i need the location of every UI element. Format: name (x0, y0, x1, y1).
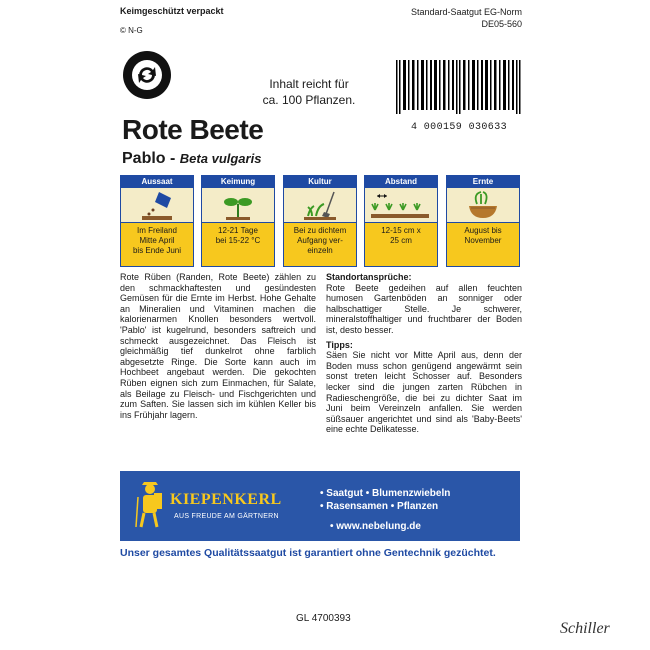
tips-text: Säen Sie nicht vor Mitte April aus, denn der Boden muss schon genügend angewärmt sein sonst treten leicht Schosser auf. Besonders lecker sind die jungen zarten Rübchen in Radieschengröße, die bei zu dichter Saat im Juni beim Vereinzeln anfallen. Sie werden süßsauer angerichtet und sind als 'Baby-Beets' eine echte Delikatesse. (326, 350, 522, 435)
content-note (250, 76, 368, 108)
green-dot-icon (122, 50, 172, 100)
description-text: Rote Rüben (Randen, Rote Beete) zählen zu den schmackhaftesten und gesündesten Gemüsen für die Ernte im Herbst. Hohe Gehalte an Mineralien und Vitaminen machen die kalorienarmen Knollen besonders wertvoll. 'Pablo' ist kugelrund, besonders saftreich und schmeckt ausgezeichnet. Das Fleisch ist gleichmäßig tief dunkelrot ohne farblich abgesetzte Ringe. Die Sorte kann auch im Hochbeet angebaut werden. Die gekochten Rüben eignen sich zum Einmachen, für Salate, als Beilage zu Fleisch- und Fischgerichten und zum Saften. Sie lassen sich im kühlen Keller bis ins Frühjahr lagern. (120, 272, 316, 420)
brand-slogan: AUS FREUDE AM GÄRTNERN (174, 513, 279, 520)
location-heading: Standortansprüche: (326, 272, 412, 282)
calendar-harvest (446, 175, 520, 267)
growing-advice (326, 272, 522, 435)
calendar-line: Aufgang ver- (297, 236, 343, 245)
calendar-line: Im Freiland (136, 226, 177, 235)
seedling-icon (220, 190, 256, 220)
standard-info (411, 6, 522, 30)
calendar-germination (201, 175, 275, 267)
calendar-label: Aussaat (120, 175, 194, 188)
content-line-2: ca. 100 Pflanzen. (262, 93, 356, 107)
seed-bag-icon (139, 190, 175, 220)
barcode-icon (394, 60, 522, 114)
product-range-line: • Saatgut • Blumenzwiebeln (320, 488, 451, 499)
product-range-line: • Rasensamen • Pflanzen (320, 501, 439, 512)
product-subtitle (122, 150, 261, 168)
brand-banner (120, 471, 520, 541)
calendar-line: bei 15-22 °C (215, 236, 261, 245)
calendar-line: August bis (464, 226, 502, 235)
tips-heading: Tipps: (326, 339, 353, 350)
barcode-number: 4 000159 030633 (410, 122, 507, 133)
calendar-label: Abstand (364, 175, 438, 188)
brand-website[interactable]: • www.nebelung.de (330, 521, 421, 532)
brand-name: KIEPENKERL (170, 491, 282, 508)
product-range (320, 487, 450, 513)
harvest-bowl-icon (465, 190, 501, 220)
kiepenkerl-figure-icon (134, 481, 164, 529)
calendar-line: einzeln (307, 246, 333, 255)
variety-name: Pablo (122, 150, 166, 167)
calendar-spacing (364, 175, 438, 267)
calendar-label: Ernte (446, 175, 520, 188)
latin-name: Beta vulgaris (179, 151, 262, 166)
seed-packet-back (110, 0, 530, 624)
calendar-label: Keimung (201, 175, 275, 188)
calendar-line: November (464, 236, 502, 245)
calendar-line: Mitte April (139, 236, 175, 245)
subtitle-separator: - (170, 150, 176, 167)
hoe-icon (300, 190, 340, 220)
gmo-free-guarantee: Unser gesamtes Qualitätssaatgut ist garantiert ohne Gentechnik gezüchtet. (120, 547, 496, 559)
packaging-note: Keimgeschützt verpackt (120, 6, 224, 16)
calendar-line: 12-21 Tage (218, 226, 258, 235)
location-text: Rote Beete gedeihen auf allen feuchten humosen Gartenböden an sonniger oder halbschattiger Stelle. Je schwerer, mineralstoffhaltiger und fruchtbarer der Boden ist, desto besser. (326, 282, 522, 335)
spacing-icon (369, 190, 433, 220)
calendar-sowing (120, 175, 194, 267)
calendar-line: Bei zu dichtem (293, 226, 347, 235)
standard-line-1: Standard-Saatgut EG-Norm (410, 7, 522, 17)
calendar-line: 25 cm (390, 236, 412, 245)
copyright: © N-G (120, 26, 143, 35)
calendar-line: 12-15 cm x (381, 226, 421, 235)
brand-logo (134, 481, 314, 533)
article-code: GL 4700393 (296, 613, 351, 624)
calendar-label: Kultur (283, 175, 357, 188)
product-title: Rote Beete (122, 114, 264, 145)
standard-line-2: DE05-560 (481, 19, 522, 29)
growing-calendar (120, 175, 520, 267)
calendar-cultivation (283, 175, 357, 267)
calendar-line: bis Ende Juni (132, 246, 182, 255)
watermark-signature: Schiller (560, 620, 610, 637)
content-line-1: Inhalt reicht für (269, 77, 349, 91)
